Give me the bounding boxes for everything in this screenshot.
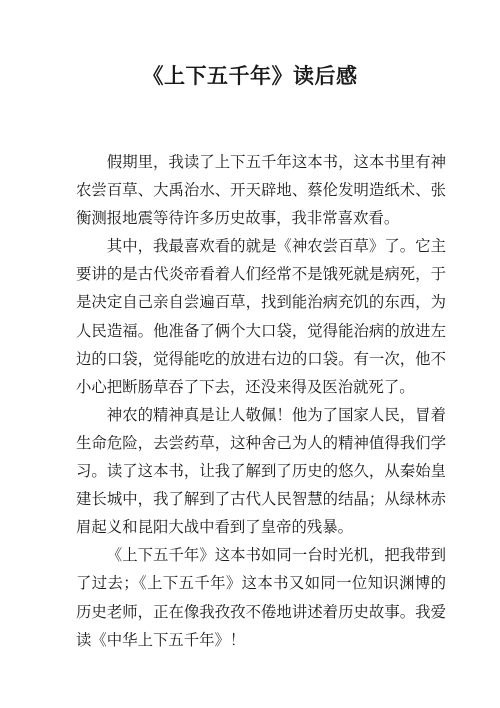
paragraph-2: 其中，我最喜欢看的就是《神农尝百草》了。它主要讲的是古代炎帝看着人们经常不是饿死就是病死，于是决定自己亲自尝遍百草，找到能治病充饥的东西，为人民造福。他准备了俩个大口袋，觉得能治病的放进左边的口袋，觉得能吃的放进右边的口袋。有一次，他不小心把断肠草吞了下去，还没来得及医治就死了。 (76, 237, 446, 396)
document-body (76, 148, 446, 654)
paragraph-4: 《上下五千年》这本书如同一台时光机，把我带到了过去；《上下五千年》这本书又如同一位知识渊博的历史老师，正在像我孜孜不倦地讲述着历史故事。我爱读《中华上下五千年》！ (76, 546, 446, 649)
document-title: 《上下五千年》读后感 (142, 63, 358, 88)
paragraph-3: 神农的精神真是让人敬佩！他为了国家人民，冒着生命危险，去尝药草，这种舍己为人的精神值得我们学习。读了这本书，让我了解到了历史的悠久，从秦始皇建长城中，我了解到了古代人民智慧的结晶；从绿林赤眉起义和昆阳大战中看到了皇帝的残暴。 (76, 405, 446, 537)
paragraph-1: 假期里，我读了上下五千年这本书，这本书里有神农尝百草、大禹治水、开天辟地、蔡伦发明造纸术、张衡测报地震等待许多历史故事，我非常喜欢看。 (76, 153, 446, 228)
